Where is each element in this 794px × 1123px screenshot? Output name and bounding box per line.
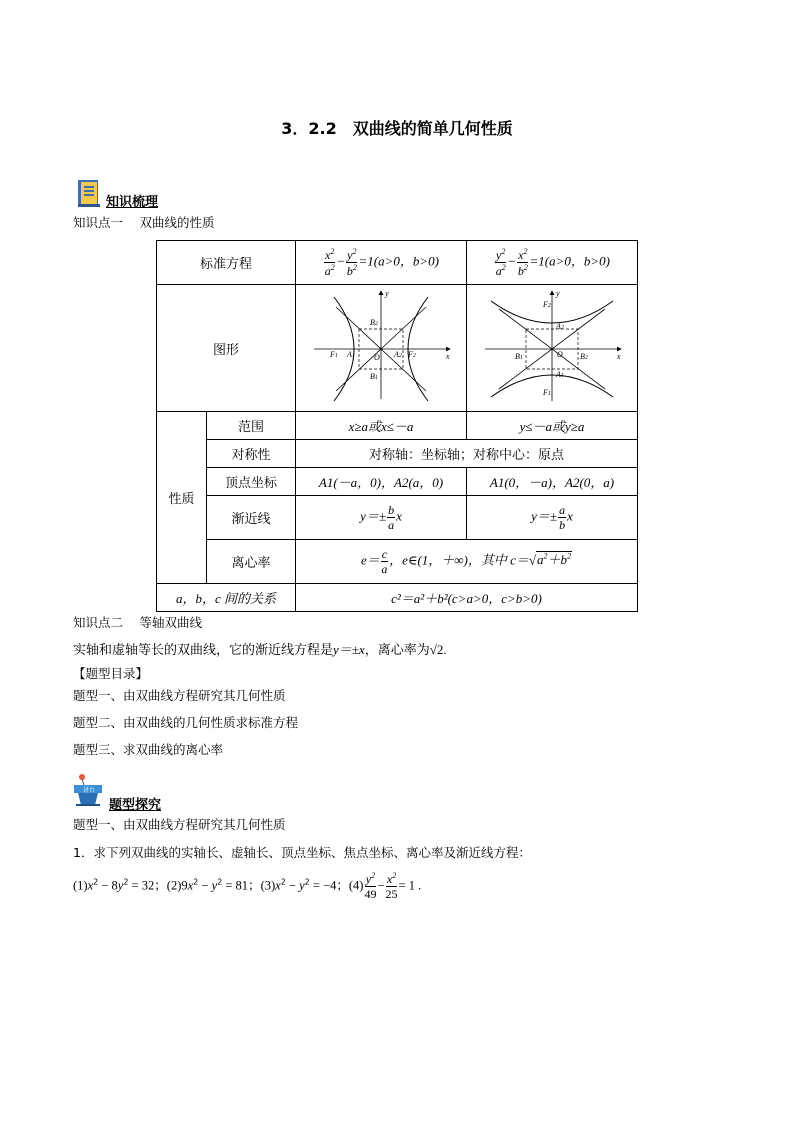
hyperbola-horizontal-figure	[306, 287, 456, 405]
row-label-asymptote: 渐近线	[207, 496, 296, 540]
svg-text:A2: A2	[556, 322, 564, 331]
row-label-range: 范围	[207, 412, 296, 440]
svg-text:F1: F1	[330, 350, 338, 359]
asymptote-vertical: y＝± $\frac{a}{b}$ x	[467, 496, 638, 540]
svg-text:A1: A1	[347, 350, 355, 359]
row-label-symmetry: 对称性	[207, 440, 296, 468]
vertex-horizontal: A1(－a，0)，A2(a，0)	[296, 468, 467, 496]
range-horizontal: x≥a或x≤－a	[296, 412, 467, 440]
svg-text:F2: F2	[543, 300, 551, 309]
graph-horizontal-hyperbola	[296, 285, 467, 412]
svg-text:B2: B2	[580, 352, 588, 361]
symmetry-value: 对称轴：坐标轴；对称中心：原点	[296, 440, 638, 468]
svg-text:A2: A2	[394, 350, 402, 359]
table-row	[157, 241, 638, 285]
type-1-heading: 题型一、由双曲线方程研究其几何性质	[73, 817, 286, 832]
section-label: 题型探究	[109, 798, 162, 813]
svg-text:B1: B1	[370, 372, 378, 381]
row-label-eccentricity: 离心率	[207, 540, 296, 584]
hyperbola-properties-table	[156, 240, 638, 612]
table-row	[157, 285, 638, 412]
knowledge-point-1-heading: 知识点一 双曲线的性质	[73, 215, 215, 230]
svg-text:F1: F1	[543, 388, 551, 397]
row-label-graph: 图形	[157, 285, 296, 412]
relation-value: c²＝a²＋b²(c>a>0，c>b>0)	[296, 584, 638, 612]
hyperbola-vertical-figure	[477, 287, 627, 405]
svg-text:x: x	[617, 352, 621, 361]
exploration-section-header	[72, 773, 162, 813]
knowledge-point-2-heading: 知识点二 等轴双曲线	[73, 615, 202, 630]
asymptote-horizontal: y＝± $\frac{b}{a}$ x	[296, 496, 467, 540]
svg-text:A1: A1	[556, 370, 564, 379]
catalog-item-3: 题型三、求双曲线的离心率	[73, 742, 224, 757]
vertex-vertical: A1(0，－a)，A2(0，a)	[467, 468, 638, 496]
table-row	[157, 540, 638, 584]
lectern-badge: 讲台	[83, 787, 96, 794]
knowledge-section-header	[75, 178, 159, 212]
svg-text:B1: B1	[515, 352, 523, 361]
standard-eq-vertical: $\frac{y^2}{a^2}$ − $\frac{x^2}{b^2}$ =1(a>0，b>0)	[467, 241, 638, 285]
range-vertical: y≤－a或y≥a	[467, 412, 638, 440]
question-1: 1．求下列双曲线的实轴长、虚轴长、顶点坐标、焦点坐标、离心率及渐近线方程：	[73, 845, 531, 860]
table-row	[157, 440, 638, 468]
graph-vertical-hyperbola	[467, 285, 638, 412]
table-row	[157, 412, 638, 440]
row-label-standard-eq: 标准方程	[157, 241, 296, 285]
svg-text:O: O	[557, 350, 563, 359]
equal-axis-text: 实轴和虚轴等长的双曲线，它的渐近线方程是y＝±x，离心率为√2.	[73, 642, 447, 658]
row-label-vertex: 顶点坐标	[207, 468, 296, 496]
section-label: 知识梳理	[106, 195, 159, 210]
page-title: 3．2.2 双曲线的简单几何性质	[281, 119, 513, 138]
row-label-relation: a，b，c 间的关系	[157, 584, 296, 612]
question-1-equations: $(1)x^2 - 8y^2 = 32$；$(2)9x^2 - y^2 = 81$；$(3)x^2 - y^2 = -4$；(4) $\frac{y^2}{49}$ − $\frac{x^2}{25}$ = 1 .	[73, 871, 422, 901]
svg-text:y: y	[556, 289, 560, 298]
row-label-properties: 性质	[157, 412, 207, 584]
book-icon	[75, 178, 103, 208]
svg-text:B2: B2	[370, 318, 378, 327]
svg-text:O: O	[374, 353, 380, 362]
catalog-item-2: 题型二、由双曲线的几何性质求标准方程	[73, 715, 299, 730]
catalog-item-1: 题型一、由双曲线方程研究其几何性质	[73, 688, 286, 703]
table-row	[157, 584, 638, 612]
standard-eq-horizontal: $\frac{x^2}{a^2}$ − $\frac{y^2}{b^2}$ =1(a>0，b>0)	[296, 241, 467, 285]
table-row	[157, 468, 638, 496]
svg-text:F2: F2	[408, 350, 416, 359]
svg-text:y: y	[385, 289, 389, 298]
catalog-heading: 【题型目录】	[73, 666, 149, 681]
svg-text:x: x	[446, 352, 450, 361]
eccentricity-value: e＝ $\frac{c}{a}$ ，e∈(1，＋∞)，其中 $c=√a^2+b^2$	[296, 540, 638, 584]
table-row	[157, 496, 638, 540]
